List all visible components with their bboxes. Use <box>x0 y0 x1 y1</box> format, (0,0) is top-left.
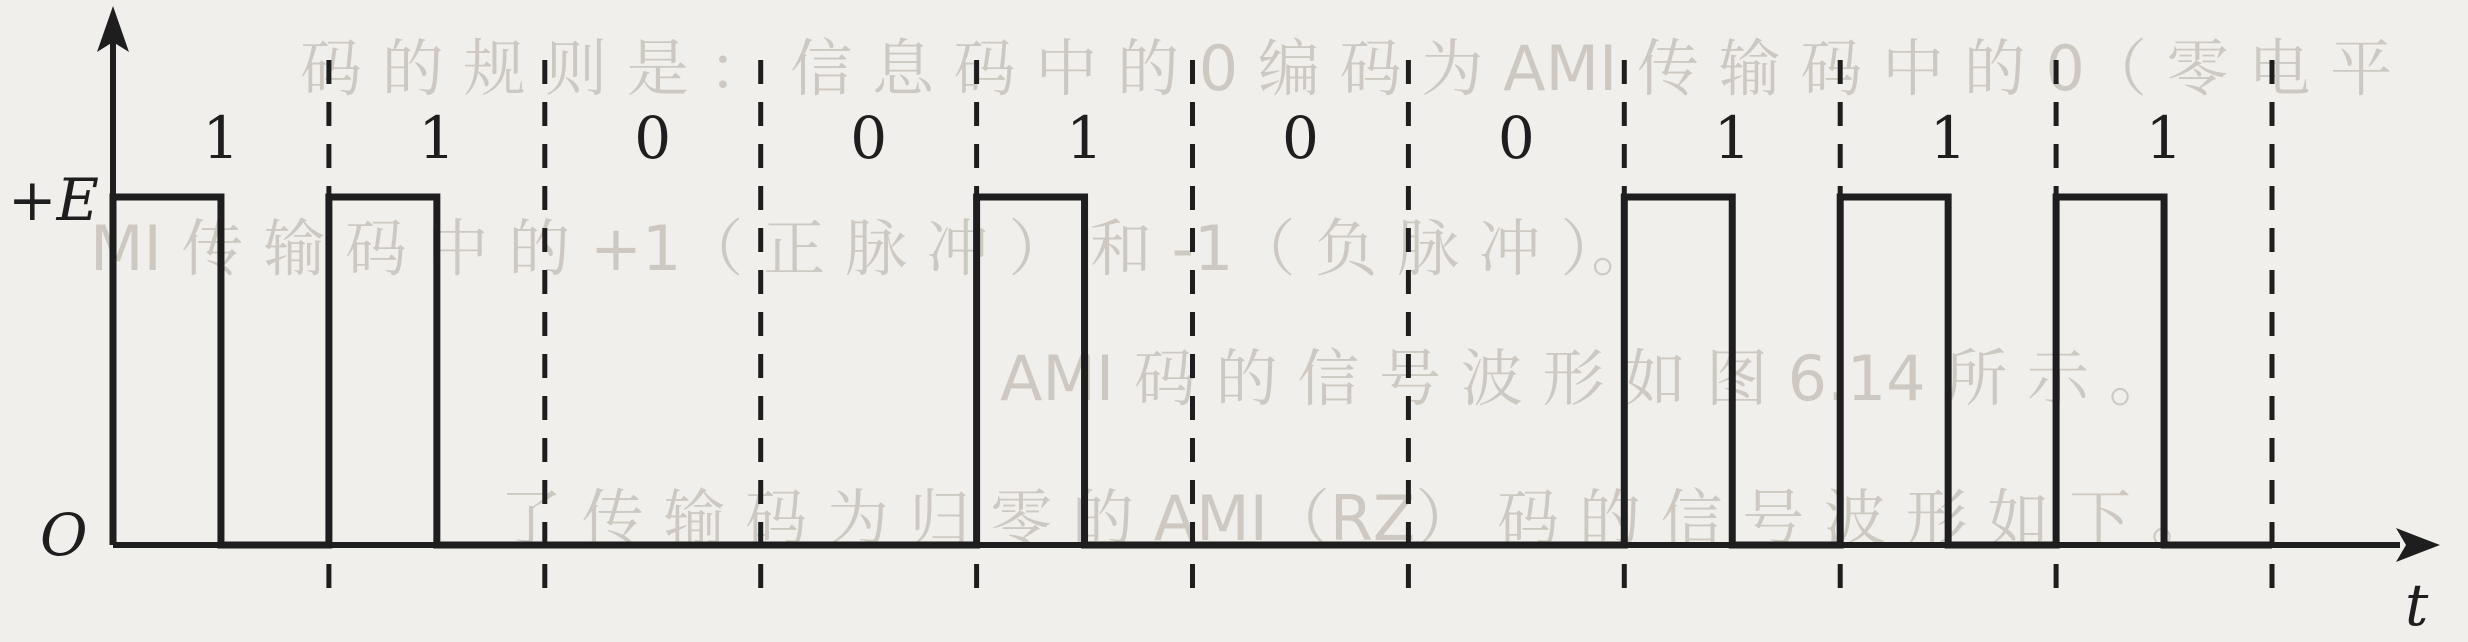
bit-label-7: 0 <box>1497 104 1535 172</box>
bit-label-1: 1 <box>202 104 240 172</box>
bleed-line-2: MI 传 输 码 中 的 +1（ 正 脉 冲 ） 和 -1（ 负 脉 冲 ）。 <box>90 212 1654 285</box>
bit-label-3: 0 <box>634 104 672 172</box>
bit-label-9: 1 <box>1929 104 1967 172</box>
origin-label: O <box>40 501 88 569</box>
bit-label-2: 1 <box>418 104 456 172</box>
bit-label-4: 0 <box>850 104 888 172</box>
bleed-line-4: 了 传 输 码 为 归 零 的 AMI（RZ） 码 的 信 号 波 形 如 下 。 <box>500 482 2213 555</box>
high-level-label: +E <box>8 166 99 234</box>
bit-label-6: 0 <box>1281 104 1319 172</box>
bit-label-5: 1 <box>1066 104 1104 172</box>
bit-label-10: 1 <box>2145 104 2183 172</box>
bleed-line-1: 码 的 规 则 是 ： 信 息 码 中 的 0 编 码 为 AMI 传 输 码 中 的 0（ 零 电 平 <box>300 32 2393 105</box>
bit-label-8: 1 <box>1713 104 1751 172</box>
time-axis-label: t <box>2405 571 2429 639</box>
bleed-line-3: AMI 码 的 信 号 波 形 如 图 6.14 所 示 。 <box>1000 342 2171 415</box>
time-axis-arrow-icon <box>2396 528 2440 562</box>
